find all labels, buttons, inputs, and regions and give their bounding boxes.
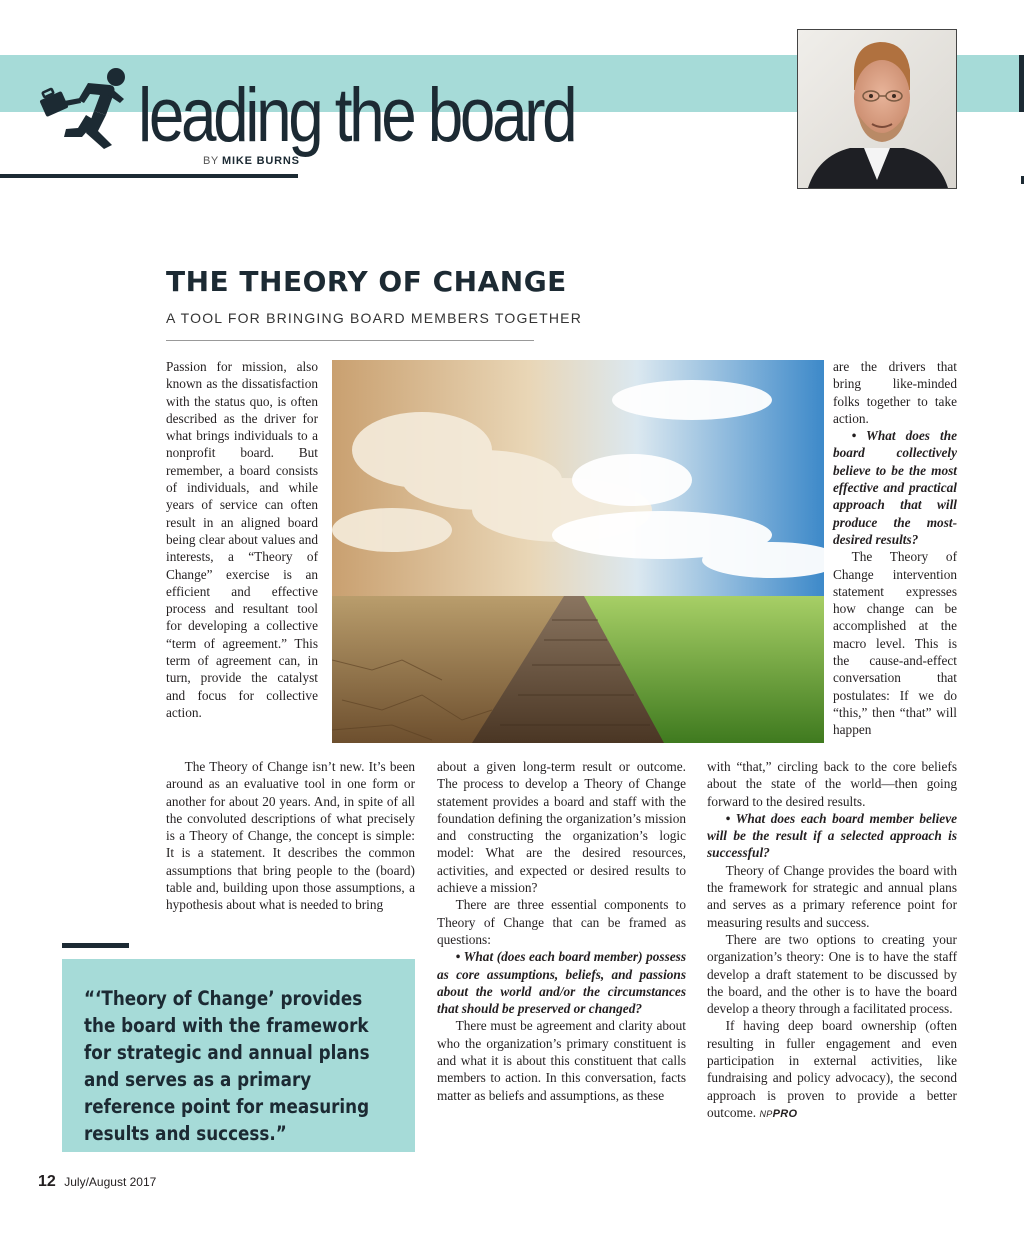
- page-number: 12: [38, 1173, 56, 1190]
- end-mark: [759, 1109, 797, 1119]
- author-photo: [797, 29, 957, 189]
- page-folio: [38, 1173, 156, 1191]
- question-3: • What does each board member believe will be the result if a selected approach is successful?: [707, 810, 957, 861]
- paragraph: There must be agreement and clarity about who the organization’s primary constituent is and what it is about this constituent that calls members to action. In this conversation, facts matter as beliefs and assumptions, as these: [437, 1018, 686, 1103]
- running-businessman-icon: [34, 65, 128, 149]
- article-subtitle: A TOOL FOR BRINGING BOARD MEMBERS TOGETHER: [166, 310, 583, 326]
- author-name: MIKE BURNS: [222, 155, 300, 167]
- paragraph: with “that,” circling back to the core beliefs about the state of the world—then going forward to the desired results.: [707, 759, 957, 809]
- paragraph: are the drivers that bring like-minded folks together to take action.: [833, 359, 957, 426]
- article-column-2: [437, 758, 686, 1104]
- paragraph: There are three essential components to Theory of Change that can be framed as questions:: [437, 897, 686, 947]
- pull-quote-box: [62, 959, 415, 1152]
- department-title: leading the board: [138, 73, 575, 158]
- pull-quote-text: “‘Theory of Change’ provides the board with the framework for strategic and annual plans and serves as a primary reference point for measuring results and success.”: [84, 987, 370, 1145]
- article-column-wrap-left: [166, 358, 318, 721]
- paragraph: Passion for mission, also known as the dissatisfaction with the status quo, is often described as the driver for what brings individuals to a nonprofit board. But remember, a board consists of individuals, and while years of service can often result in an aligned board being clear about values and interests, a “Theory of Change” exercise is an efficient and effective process and resultant tool for developing a collective “term of agreement.” This term of agreement can, in turn, provide the catalyst and focus for collective action.: [166, 359, 318, 720]
- page-edge-mark: [1019, 55, 1024, 112]
- end-mark-prefix: NP: [759, 1108, 773, 1119]
- byline-prefix: BY: [203, 155, 219, 167]
- paragraph-text: If having deep board ownership (often resulting in fuller engagement and even participation in external activities, like fundraising and policy advocacy), the second approach is proven to provide a better outcome.: [707, 1018, 957, 1120]
- paragraph: about a given long-term result or outcome. The process to develop a Theory of Change statement provides a board and staff with the foundation defining the organization’s mission and constructing the organization’s logic model: What are the desired resources, activities, and expected or desired results to achieve a mission?: [437, 759, 686, 896]
- question-2: • What does the board collectively believe to be the most effective and practical approach that will produce the most-desired results?: [833, 428, 957, 547]
- end-mark-suffix: PRO: [772, 1107, 798, 1120]
- paragraph: Theory of Change provides the board with the framework for strategic and annual plans and serves as a primary reference point for measuring results and success.: [707, 862, 957, 930]
- paragraph: The Theory of Change intervention statement expresses how change can be accomplished at the macro level. This is the cause-and-effect conversation that postulates: If we do “this,” then “that” will happen: [833, 549, 957, 738]
- byline: [203, 155, 300, 167]
- article-column-wrap-right: [833, 358, 957, 739]
- title-divider: [166, 340, 534, 341]
- header-rule: [0, 174, 298, 178]
- question-1: • What (does each board member) possess as core assumptions, beliefs, and passions about the world and/or the circumstances that should be preserved or changed?: [437, 949, 686, 1017]
- article-column-1: [166, 758, 415, 914]
- paragraph: The Theory of Change isn’t new. It’s been around as an evaluative tool in one form or another for about 20 years. And, in spite of all the convoluted descriptions of what precisely is a Theory of Change, the concept is simple: It is a statement. It describes the common assumptions that bring people to the (board) table and, building upon those assumptions, a hypothesis about what is needed to bring: [166, 759, 415, 913]
- article-title: THE THEORY OF CHANGE: [166, 265, 567, 298]
- issue-date: July/August 2017: [64, 1175, 157, 1189]
- paragraph: There are two options to creating your organization’s theory: One is to have the staff develop a draft statement to be discussed by the board, and the other is to have the board develop a theory through a facilitated process.: [707, 931, 957, 1017]
- pull-quote-rule: [62, 943, 129, 948]
- paragraph: [707, 1017, 957, 1123]
- article-column-3: [707, 758, 957, 1123]
- hero-image: [332, 360, 824, 743]
